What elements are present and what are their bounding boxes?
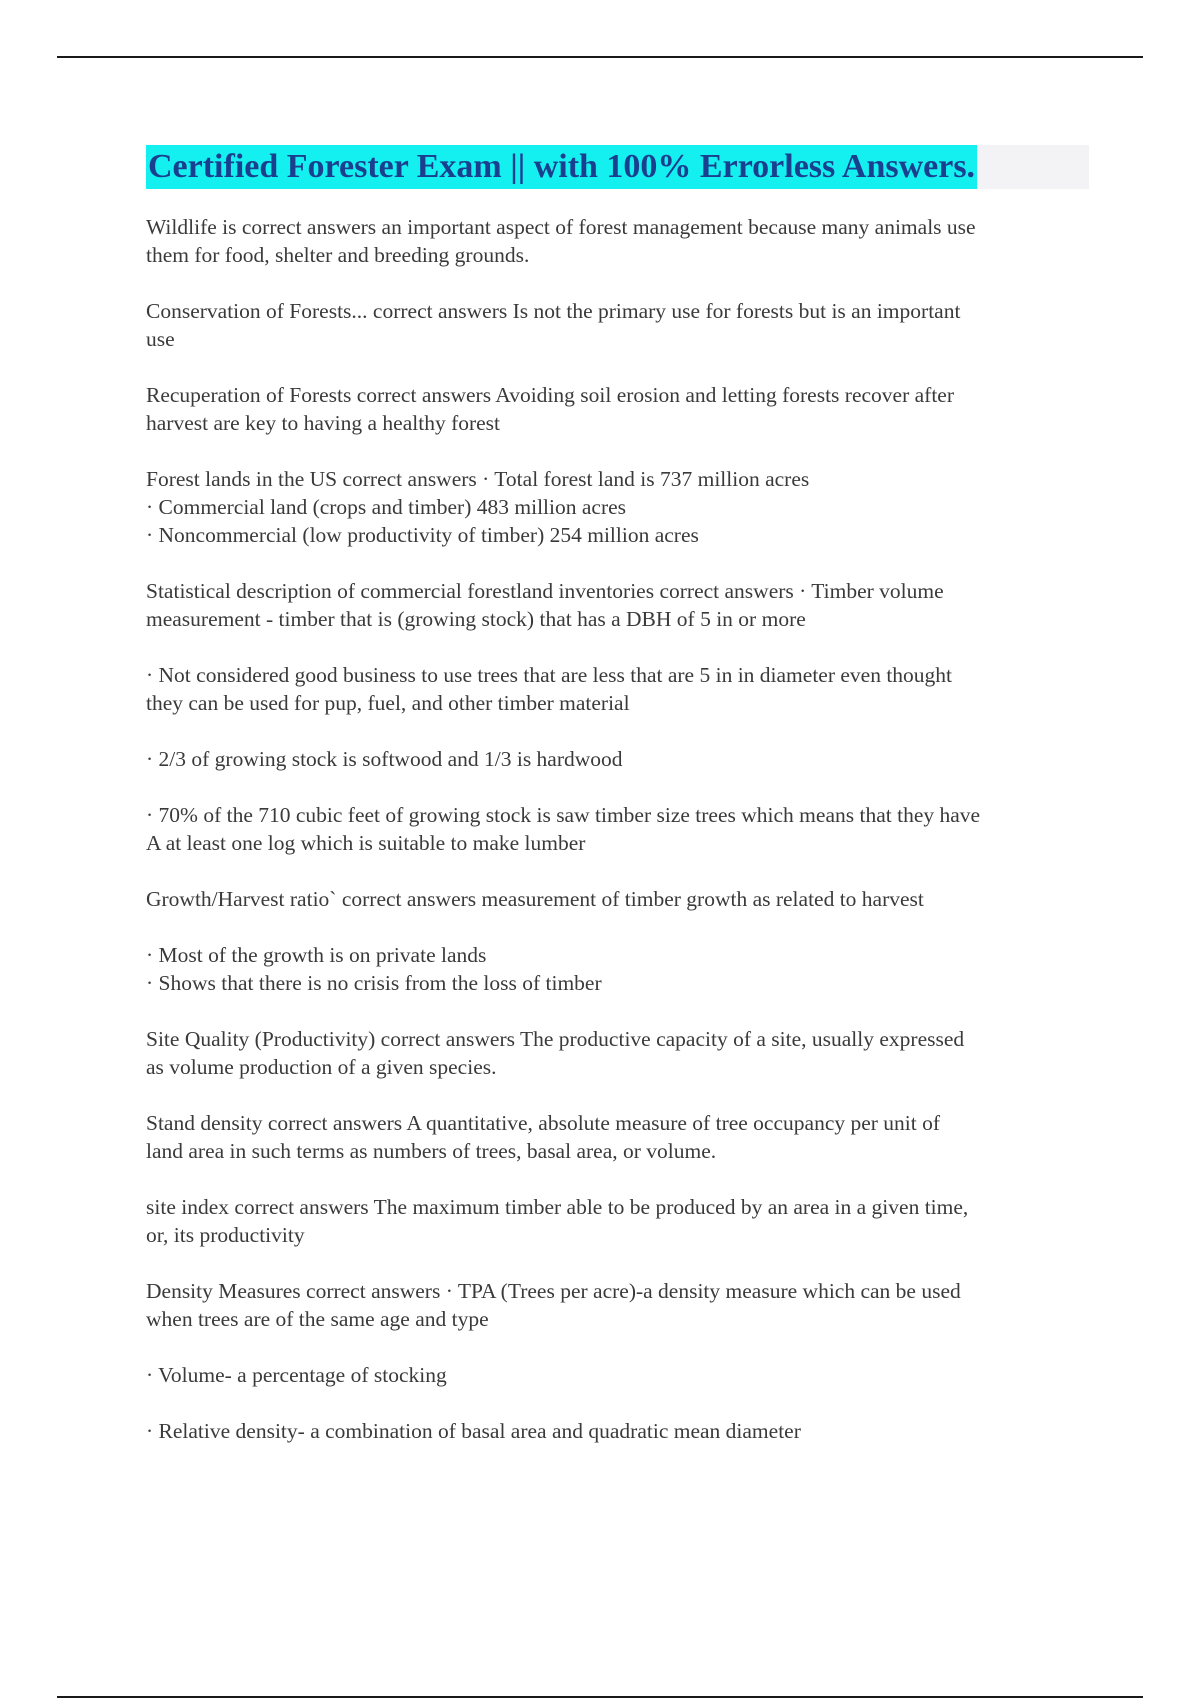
paragraph-line: Recuperation of Forests correct answers Avoiding soil erosion and letting forests recover after [146,383,954,407]
paragraph-line: them for food, shelter and breeding grounds. [146,243,530,267]
paragraph [146,745,1089,773]
paragraph [146,1361,1089,1389]
paragraph-line: · Noncommercial (low productivity of timber) 254 million acres [146,523,699,547]
paragraph-line: A at least one log which is suitable to make lumber [146,831,586,855]
paragraph-line: Forest lands in the US correct answers · Total forest land is 737 million acres [146,467,810,491]
paragraph [146,213,1089,269]
paragraph [146,1025,1089,1081]
paragraph [146,1417,1089,1445]
paragraph-line: · Relative density- a combination of basal area and quadratic mean diameter [146,1419,801,1443]
paragraph-line: use [146,327,175,351]
paragraph [146,1109,1089,1165]
top-rule [57,56,1143,58]
paragraph [146,661,1089,717]
paragraph-line: Wildlife is correct answers an important aspect of forest management because many animals use [146,215,976,239]
paragraph-line: measurement - timber that is (growing stock) that has a DBH of 5 in or more [146,607,806,631]
paragraph-line: · 70% of the 710 cubic feet of growing stock is saw timber size trees which means that they have [146,803,981,827]
paragraph-line: Density Measures correct answers · TPA (Trees per acre)-a density measure which can be used [146,1279,961,1303]
paragraph [146,941,1089,997]
paragraph-line: they can be used for pup, fuel, and other timber material [146,691,630,715]
paragraph [146,801,1089,857]
paragraph-line: · Volume- a percentage of stocking [146,1363,447,1387]
paragraph [146,465,1089,549]
paragraph [146,1277,1089,1333]
document-title: Certified Forester Exam || with 100% Errorless Answers. [146,145,977,189]
paragraph-line: · Commercial land (crops and timber) 483 million acres [146,495,627,519]
paragraph-line: as volume production of a given species. [146,1055,497,1079]
paragraph-line: site index correct answers The maximum timber able to be produced by an area in a given time, [146,1195,969,1219]
bottom-rule [57,1696,1143,1698]
paragraph-line: · Not considered good business to use trees that are less that are 5 in in diameter even thought [146,663,953,687]
document-body [146,145,1089,1473]
paragraph-line: land area in such terms as numbers of trees, basal area, or volume. [146,1139,717,1163]
paragraph-list [146,213,1089,1445]
paragraph-line: · Shows that there is no crisis from the loss of timber [146,971,602,995]
paragraph-line: Statistical description of commercial forestland inventories correct answers · Timber volume [146,579,944,603]
paragraph [146,885,1089,913]
paragraph-line: Conservation of Forests... correct answers Is not the primary use for forests but is an important [146,299,961,323]
paragraph-line: harvest are key to having a healthy forest [146,411,501,435]
paragraph [146,577,1089,633]
title-bar [146,145,1089,189]
paragraph-line: Site Quality (Productivity) correct answers The productive capacity of a site, usually expressed [146,1027,965,1051]
paragraph-line: Stand density correct answers A quantitative, absolute measure of tree occupancy per unit of [146,1111,941,1135]
paragraph [146,297,1089,353]
paragraph [146,1193,1089,1249]
paragraph-line: or, its productivity [146,1223,305,1247]
paragraph [146,381,1089,437]
paragraph-line: when trees are of the same age and type [146,1307,489,1331]
paragraph-line: · 2/3 of growing stock is softwood and 1/3 is hardwood [146,747,623,771]
paragraph-line: Growth/Harvest ratio` correct answers measurement of timber growth as related to harvest [146,887,924,911]
paragraph-line: · Most of the growth is on private lands [146,943,487,967]
